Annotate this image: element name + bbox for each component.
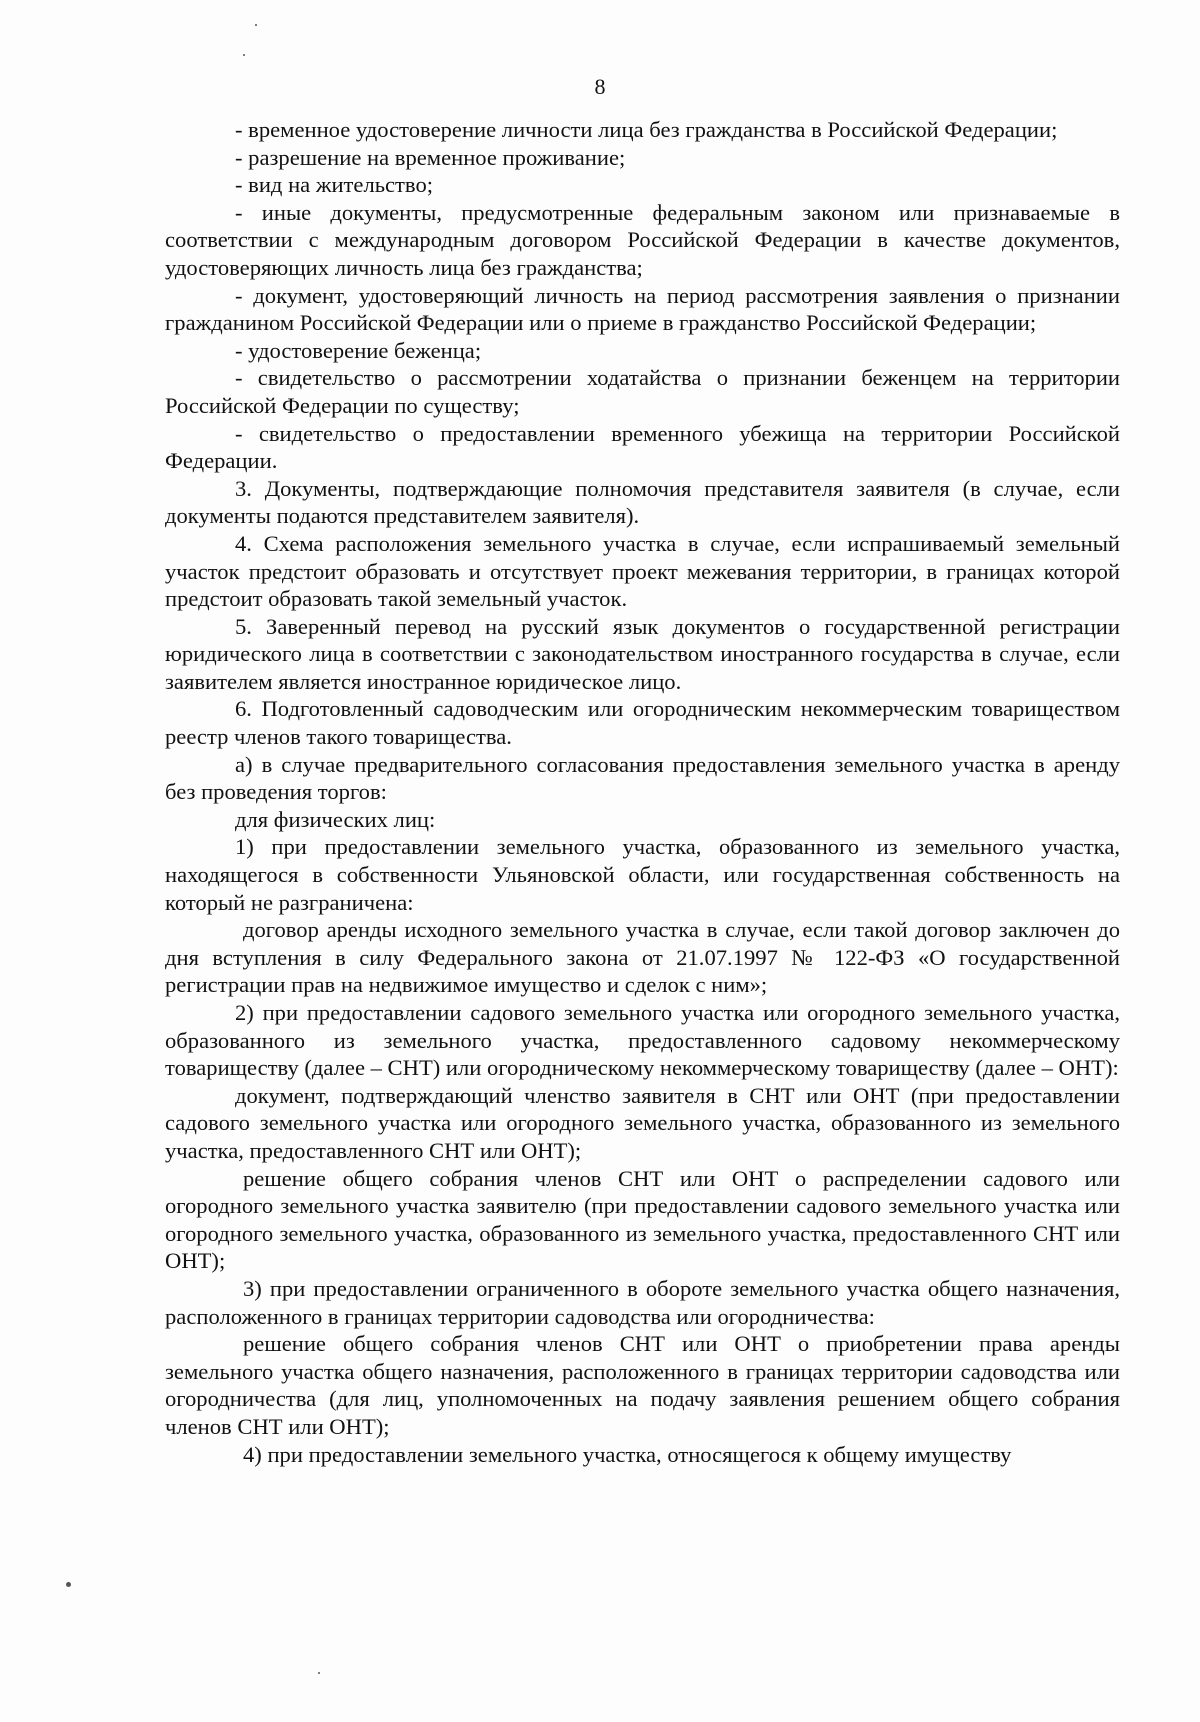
paragraph: 6. Подготовленный садоводческим или огородническим некоммерческим товариществом реестр членов такого товарищества. xyxy=(165,696,1120,750)
paragraph: документ, подтверждающий членство заявителя в СНТ или ОНТ (при предоставлении садового земельного участка или огородного земельного участка, образованного из земельного участка, предоставленного СНТ или ОНТ); xyxy=(165,1082,1120,1163)
paragraph: - вид на жительство; xyxy=(235,172,434,198)
paragraph: договор аренды исходного земельного участка в случае, если такой договор заключен до дня вступления в силу Федерального закона от 21.07.1997 № 122-ФЗ «О государственной регистрации прав на недвижимое имущество и сделок с ним»; xyxy=(165,917,1120,998)
paragraph: 4) при предоставлении земельного участка, относящегося к общему имуществу xyxy=(243,1441,1012,1467)
paragraph: а) в случае предварительного согласования предоставления земельного участка в аренду без проведения торгов: xyxy=(165,751,1120,805)
document-body xyxy=(165,116,1120,1468)
paragraph: для физических лиц: xyxy=(235,806,436,832)
scan-speck xyxy=(66,1582,71,1587)
scan-speck xyxy=(243,54,245,56)
paragraph: 2) при предоставлении садового земельного участка или огородного земельного участка, образованного из земельного участка, предоставленного садовому некоммерческому товариществу (далее – СНТ) или огородническому некоммерческому товариществу (далее – ОНТ): xyxy=(165,1000,1120,1081)
paragraph: 4. Схема расположения земельного участка в случае, если испрашиваемый земельный участок предстоит образовать и отсутствует проект межевания территории, в границах которой предстоит образовать такой земельный участок. xyxy=(165,530,1120,612)
paragraph: решение общего собрания членов СНТ или ОНТ о приобретении права аренды земельного участка общего назначения, расположенного в границах территории садоводства или огородничества (для лиц, уполномоченных на подачу заявления решением общего собрания членов СНТ или ОНТ); xyxy=(165,1331,1120,1439)
paragraph: - иные документы, предусмотренные федеральным законом или признаваемые в соответствии с международным договором Российской Федерации в качестве документов, удостоверяющих личность лица без гражданства; xyxy=(165,199,1120,280)
paragraph: 3) при предоставлении ограниченного в обороте земельного участка общего назначения, расположенного в границах территории садоводства или огородничества: xyxy=(165,1275,1120,1329)
paragraph: 5. Заверенный перевод на русский язык документов о государственной регистрации юридического лица в соответствии с законодательством иностранного государства в случае, если заявителем является иностранное юридическое лицо. xyxy=(165,613,1120,694)
paragraph: решение общего собрания членов СНТ или ОНТ о распределении садового или огородного земельного участка заявителю (при предоставлении садового земельного участка или огородного земельного участка, образованного из земельного участка, предоставленного СНТ или ОНТ); xyxy=(165,1165,1120,1274)
paragraph: - свидетельство о рассмотрении ходатайства о признании беженцем на территории Российской Федерации по существу; xyxy=(165,365,1120,418)
paragraph: - свидетельство о предоставлении временного убежища на территории Российской Федерации. xyxy=(165,420,1120,474)
paragraph: - временное удостоверение личности лица без гражданства в Российской Федерации; xyxy=(235,117,1058,142)
paragraph: 1) при предоставлении земельного участка, образованного из земельного участка, находящегося в собственности Ульяновской области, или государственная собственность на который не разграничена: xyxy=(165,834,1120,915)
scan-speck xyxy=(318,1672,320,1674)
page-number: 8 xyxy=(594,74,606,99)
scan-speck xyxy=(255,24,257,26)
paragraph: - разрешение на временное проживание; xyxy=(235,144,626,170)
paragraph: - документ, удостоверяющий личность на период рассмотрения заявления о признании гражданином Российской Федерации или о приеме в гражданство Российской Федерации; xyxy=(165,282,1120,336)
paragraph: - удостоверение беженца; xyxy=(235,337,482,363)
paragraph: 3. Документы, подтверждающие полномочия представителя заявителя (в случае, если документы подаются представителем заявителя). xyxy=(165,475,1120,529)
